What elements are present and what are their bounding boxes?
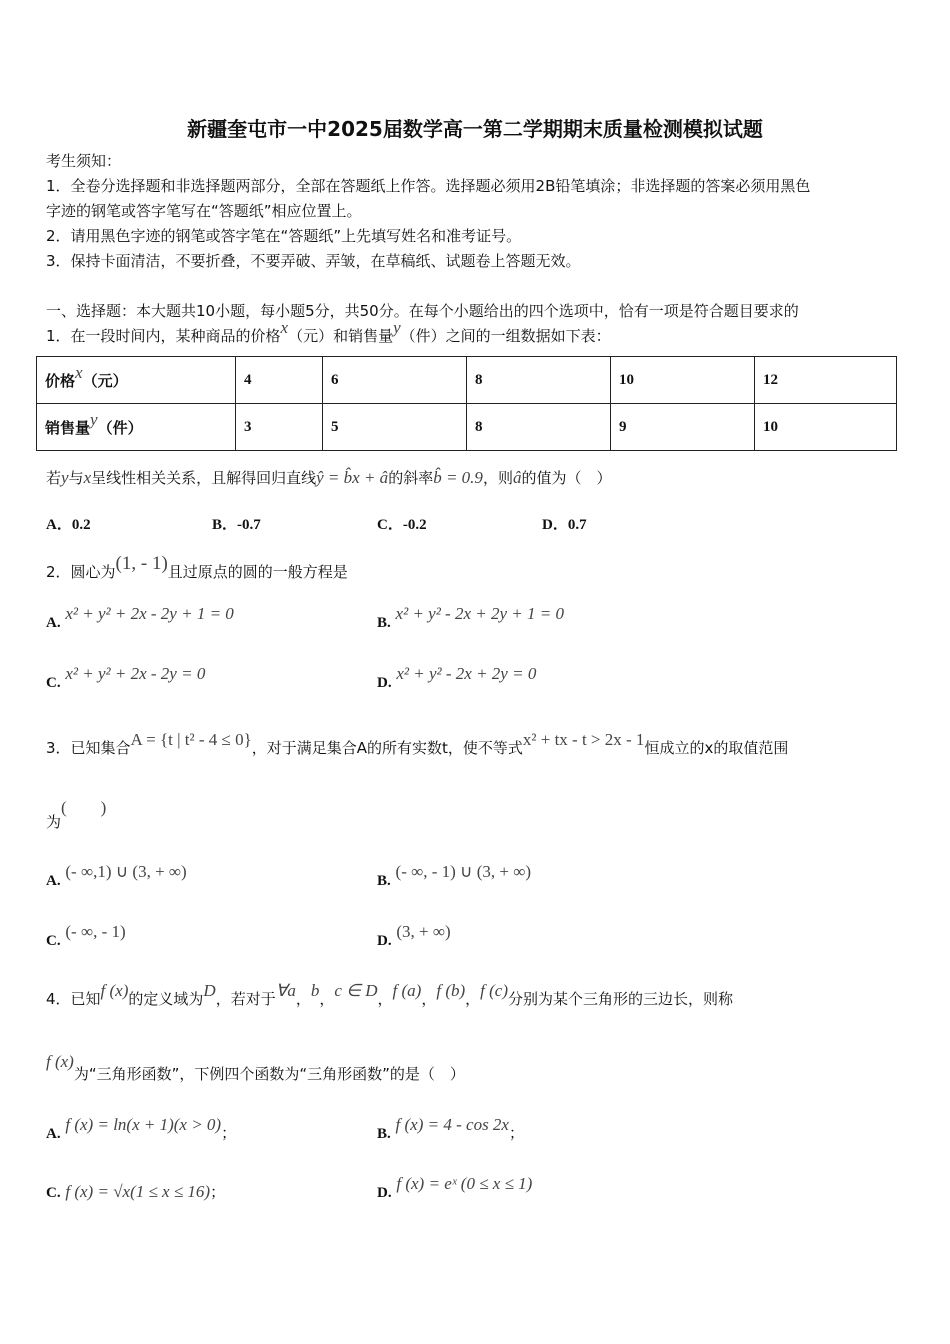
text: 分别为某个三角形的三边长，则称 [508,990,734,1008]
page-title: 新疆奎屯市一中2025届数学高一第二学期期末质量检测模拟试题 [187,117,763,141]
text: （元）和销售量 [288,327,394,345]
q2-option-c[interactable] [46,664,206,693]
price-sales-table [36,356,897,451]
math: f (x) = eˣ (0 ≤ x ≤ 1) [396,1174,533,1193]
table-cell: 4 [236,357,323,404]
math: x² + y² - 2x + 2y + 1 = 0 [395,604,564,623]
q3-option-a[interactable] [46,862,187,891]
text: 为 [46,813,62,831]
text: ； [210,1183,226,1201]
text: ； [508,1124,524,1142]
q3-option-b[interactable] [377,862,532,891]
notice-item: 1．全卷分选择题和非选择题两部分，全部在答题纸上作答。选择题必须用2B铅笔填涂；非选择题的答案必须用黑色 [46,177,811,195]
text: （元） [82,371,128,390]
text: 呈线性相关关系，且解得回归直线 [91,469,317,487]
q1-stem [46,318,611,346]
table-cell: 8 [467,404,611,451]
text: ，对于满足集合A的所有实数t，使不等式 [251,739,523,757]
option-label: B. [377,873,391,889]
text: 恒成立的x的取值范围 [644,739,789,757]
q1-option-b[interactable]: B．-0.7 [212,517,261,533]
table-cell: 8 [467,357,611,404]
text: ， [377,990,393,1008]
q4-option-b[interactable] [377,1115,524,1144]
text: ， [319,990,335,1008]
q2-option-a[interactable] [46,604,234,633]
math: f (x) [100,981,129,1000]
notice-item: 3．保持卡面清洁，不要折叠，不要弄破、弄皱，在草稿纸、试题卷上答题无效。 [46,252,581,270]
q3-option-d[interactable] [377,922,451,951]
math: x² + y² - 2x + 2y = 0 [396,664,537,683]
notice-heading: 考生须知： [46,152,122,170]
math: x² + y² + 2x - 2y + 1 = 0 [65,604,234,623]
math: (- ∞,1) ∪ (3, + ∞) [65,862,187,881]
math: x² + y² + 2x - 2y = 0 [65,664,206,683]
option-label: D. [377,675,392,691]
option-label: C. [46,675,61,691]
math: b̂ = 0.9 [433,468,483,487]
text: 且过原点的圆的一般方程是 [167,563,348,581]
q2-stem [46,553,348,582]
math: ŷ = b̂x + â [316,468,389,487]
text: （件）之间的一组数据如下表： [400,327,611,345]
text: ，若对于 [215,990,276,1008]
q4-option-c[interactable] [46,1182,225,1203]
option-label: C. [46,933,61,949]
text: 1．在一段时间内，某种商品的价格 [46,327,281,345]
math: x [75,362,83,382]
math: â [512,468,522,487]
table-cell: 9 [611,404,755,451]
math: f (a) [392,981,422,1000]
math: D [203,981,216,1000]
math: x [83,468,92,487]
table-cell: 6 [323,357,467,404]
q3-option-c[interactable] [46,922,126,951]
table-cell: 10 [611,357,755,404]
math: ∀a [275,981,296,1000]
text: ； [221,1124,237,1142]
math: b [310,981,320,1000]
q3-stem [46,730,789,758]
math: x [280,318,289,337]
option-label: C. [46,1185,61,1201]
math: y [61,468,69,487]
math: f (x) = √x(1 ≤ x ≤ 16) [65,1182,211,1201]
math: ( ) [61,798,107,817]
math: (1, - 1) [115,553,168,574]
row-header [37,357,236,404]
q4-option-a[interactable] [46,1115,237,1144]
option-label: D. [377,1185,392,1201]
text: 2．圆心为 [46,563,116,581]
option-label: A. [46,615,61,631]
option-label: D. [377,933,392,949]
table-cell: 5 [323,404,467,451]
math: A = {t | t² - 4 ≤ 0} [130,730,252,749]
math: f (x) = 4 - cos 2x [395,1115,509,1134]
section-heading: 一、选择题：本大题共10小题，每小题5分，共50分。在每个小题给出的四个选项中，恰有一项是符合题目要求的 [46,302,799,320]
text: 为“三角形函数”，下例四个函数为“三角形函数”的是（ ） [73,1065,465,1083]
row-header [37,404,236,451]
option-label: B. [377,615,391,631]
text: 与 [68,469,84,487]
math: y [90,409,98,429]
notice-item: 2．请用黑色字迹的钢笔或答字笔在“答题纸”上先填写姓名和准考证号。 [46,227,522,245]
q3-stem-cont [46,798,107,832]
text: 的值为（ ） [521,469,612,487]
table-cell: 12 [755,357,897,404]
math: (3, + ∞) [396,922,451,941]
text: 价格 [45,371,76,390]
math: f (x) [46,1052,74,1071]
math: (- ∞, - 1) [65,922,126,941]
q4-option-d[interactable] [377,1174,533,1203]
math: f (b) [436,981,466,1000]
text: 的斜率 [388,469,434,487]
math: x² + tx - t > 2x - 1 [522,730,645,749]
text: 4．已知 [46,990,101,1008]
q1-option-d[interactable]: D．0.7 [542,517,587,533]
text: ， [295,990,311,1008]
math: f (c) [480,981,508,1000]
math: y [393,318,401,337]
option-label: B. [377,1126,391,1142]
text: 若 [46,469,62,487]
text: （件） [97,418,143,437]
text: 的定义域为 [128,990,204,1008]
text: ，则 [482,469,513,487]
table-row [37,357,897,404]
option-label: A. [46,873,61,889]
math: c ∈ D [334,981,378,1000]
text: ， [465,990,481,1008]
option-label: A. [46,1126,61,1142]
text: 3．已知集合 [46,739,131,757]
table-cell: 10 [755,404,897,451]
q2-option-b[interactable] [377,604,564,633]
q4-stem-cont [46,1052,465,1084]
q1-option-a[interactable]: A．0.2 [46,517,91,533]
table-cell: 3 [236,404,323,451]
q1-condition [46,468,611,488]
notice-item: 字迹的钢笔或答字笔写在“答题纸”相应位置上。 [46,202,362,220]
q2-option-d[interactable] [377,664,537,693]
q4-stem [46,981,734,1009]
table-row [37,404,897,451]
q1-option-c[interactable]: C．-0.2 [377,517,427,533]
text: 销售量 [45,418,91,437]
math: (- ∞, - 1) ∪ (3, + ∞) [395,862,532,881]
text: ， [421,990,437,1008]
math: f (x) = ln(x + 1)(x > 0) [65,1115,222,1134]
